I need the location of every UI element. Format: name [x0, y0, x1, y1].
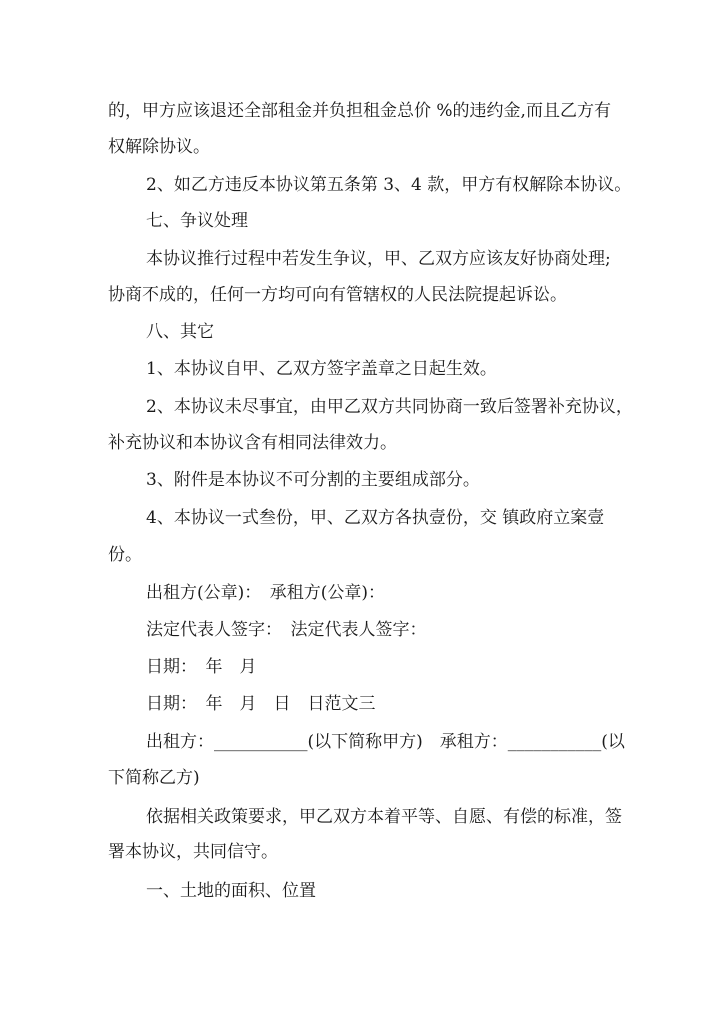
date-line: 日期： 年 月: [146, 657, 257, 677]
text-line: 本协议推行过程中若发生争议，甲、乙双方应该友好协商处理;: [146, 249, 611, 269]
text-line: 1、本协议自甲、乙双方签字盖章之日起生效。: [146, 359, 497, 379]
text-line: 补充协议和本协议含有相同法律效力。: [108, 433, 397, 453]
section-heading: 七、争议处理: [146, 211, 248, 231]
text-line: 权解除协议。: [108, 137, 210, 157]
signature-line: 法定代表人签字： 法定代表人签字：: [146, 620, 427, 640]
section-heading: 八、其它: [146, 322, 214, 342]
text-line: 协商不成的，任何一方均可向有管辖权的人民法院提起诉讼。: [108, 285, 567, 305]
party-line: 出租方：___________(以下简称甲方) 承租方：___________(以: [146, 732, 625, 752]
party-line: 下简称乙方): [108, 768, 200, 788]
text-line: 份。: [108, 545, 142, 565]
text-line: 署本协议，共同信守。: [108, 842, 278, 862]
text-line: 2、如乙方违反本协议第五条第 3、4 款，甲方有权解除本协议。: [146, 175, 632, 195]
section-heading: 一、土地的面积、位置: [146, 881, 316, 901]
text-line: 依据相关政策要求，甲乙双方本着平等、自愿、有偿的标准，签: [146, 807, 622, 827]
text-line: 2、本协议未尽事宜，由甲乙双方共同协商一致后签署补充协议，: [146, 397, 633, 417]
date-line: 日期： 年 月 日 日范文三: [146, 694, 376, 714]
text-line: 3、附件是本协议不可分割的主要组成部分。: [146, 470, 480, 490]
text-line: 4、本协议一式叁份，甲、乙双方各执壹份，交 镇政府立案壹: [146, 508, 605, 528]
signature-line: 出租方(公章)： 承租方(公章)：: [146, 583, 386, 603]
text-line: 的，甲方应该退还全部租金并负担租金总价 %的违约金,而且乙方有: [108, 101, 611, 121]
